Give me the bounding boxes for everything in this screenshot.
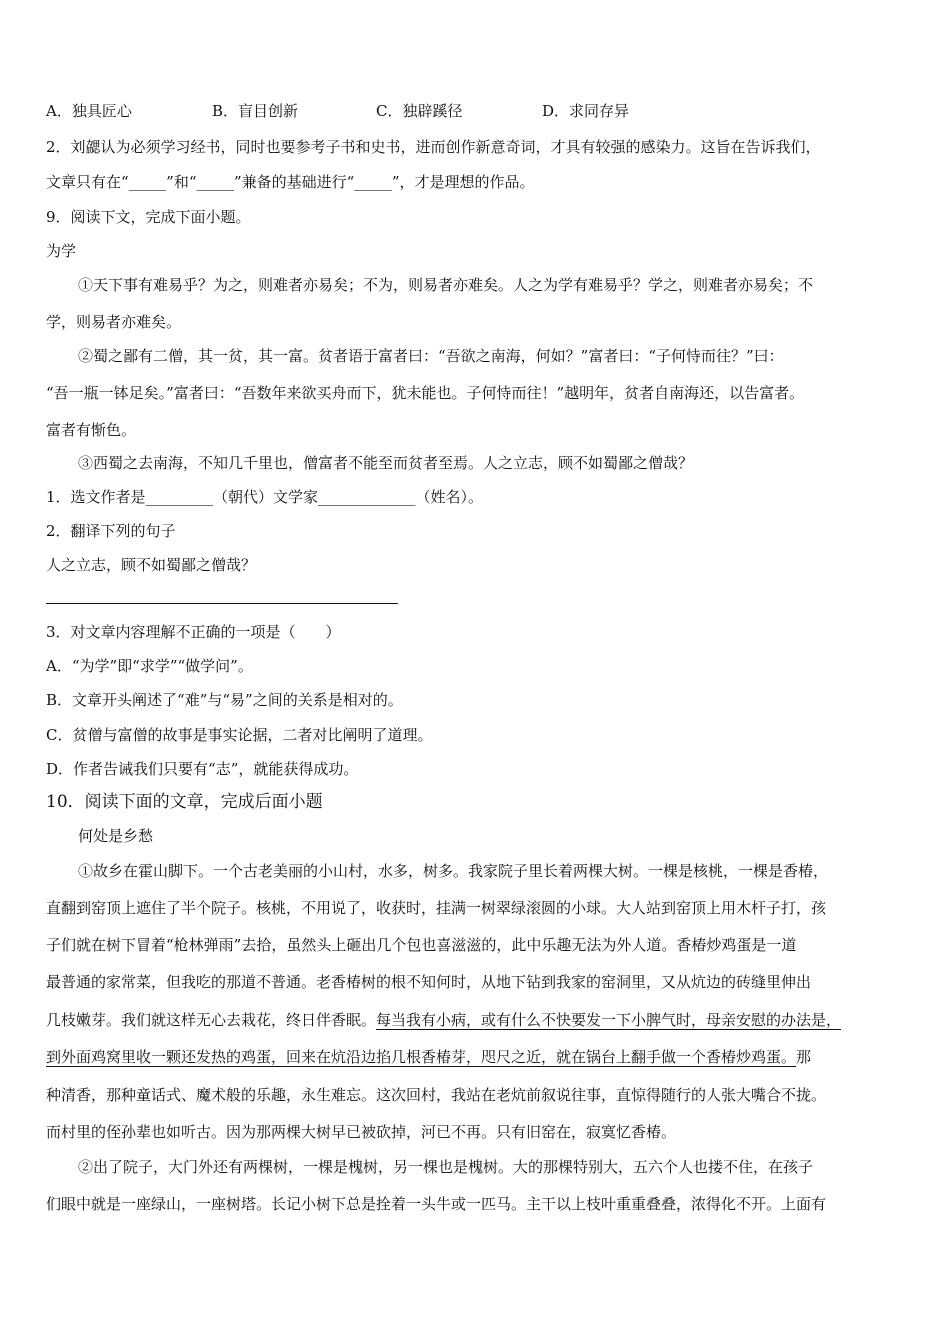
q10-para-2-line-2: 们眼中就是一座绿山，一座树塔。长记小树下总是拴着一头牛或一匹马。主干以上枝叶重重叠叠，浓得化不开。上面有 [46, 1195, 827, 1213]
q10-para-1-line-5 [46, 1010, 908, 1030]
q2-line-1: 2．刘勰认为必须学习经书，同时也要参考子书和史书，进而创作新意奇词，才具有较强的感染力。这旨在告诉我们， [46, 138, 821, 156]
q9-para-1-line-1: ①天下事有难易乎？为之，则难者亦易矣；不为，则易者亦难矣。人之为学有难易乎？学之，则难者亦易矣；不 [78, 276, 814, 294]
plain-text: 那 [796, 1048, 812, 1066]
q8-option-c[interactable]: C．独辟蹊径 [376, 102, 463, 120]
answer-line[interactable] [46, 603, 398, 604]
q8-option-d[interactable]: D．求同存异 [542, 102, 630, 120]
q9-heading: 9．阅读下文，完成下面小题。 [46, 208, 251, 226]
q9-sub-2: 2．翻译下列的句子 [46, 522, 176, 540]
plain-text: 几枝嫩芽。我们就这样无心去栽花，终日伴香眠。 [46, 1011, 377, 1029]
q9-sub-3-option-a[interactable]: A．“为学”即“求学”“做学问”。 [46, 657, 253, 675]
q9-sub-3-option-b[interactable]: B．文章开头阐述了“难”与“易”之间的关系是相对的。 [46, 691, 403, 709]
q9-para-2-line-2: “吾一瓶一钵足矣。”富者曰：“吾数年来欲买舟而下，犹未能也。子何恃而往！”越明年，贫者自南海还，以告富者。 [46, 384, 805, 402]
q10-para-1-line-4: 最普通的家常菜，但我吃的那道不普通。老香椿树的根不知何时，从地下钻到我家的窑洞里，又从炕边的砖缝里伸出 [46, 973, 812, 991]
q8-option-a[interactable]: A．独具匠心 [46, 102, 132, 120]
q8-option-b[interactable]: B．盲目创新 [212, 102, 299, 120]
q10-para-1-line-1: ①故乡在霍山脚下。一个古老美丽的小山村，水多，树多。我家院子里长着两棵大树。一棵是核桃，一棵是香椿， [78, 862, 829, 880]
q10-passage-title: 何处是乡愁 [78, 827, 154, 845]
underlined-sentence-cont: 到外面鸡窝里收一颗还发热的鸡蛋，回来在炕沿边掐几根香椿芽，咫尺之近，就在锅台上翻手做一个香椿炒鸡蛋。 [46, 1048, 797, 1066]
underlined-sentence: 每当我有小病，或有什么不快要发一下小脾气时，母亲安慰的办法是， [376, 1011, 842, 1029]
q9-para-2-line-1: ②蜀之鄙有二僧，其一贫，其一富。贫者语于富者曰：“吾欲之南海，何如？”富者曰：“子何恃而往？”曰： [78, 347, 784, 365]
q8-options [46, 100, 908, 122]
q9-passage-title: 为学 [46, 242, 77, 260]
q9-para-2-line-3: 富者有惭色。 [46, 421, 137, 439]
q10-heading: 10．阅读下面的文章，完成后面小题 [46, 792, 323, 812]
q9-sub-3-option-d[interactable]: D．作者告诫我们只要有“志”，就能获得成功。 [46, 760, 359, 778]
q10-para-2-line-1: ②出了院子，大门外还有两棵树，一棵是槐树，另一棵也是槐树。大的那棵特别大，五六个人也搂不住，在孩子 [78, 1158, 814, 1176]
q9-sub-3: 3．对文章内容理解不正确的一项是（ ） [46, 623, 341, 641]
q10-para-1-line-7: 种清香，那种童话式、魔术般的乐趣，永生难忘。这次回村，我站在老炕前叙说往事，直惊得随行的人张大嘴合不拢。 [46, 1086, 827, 1104]
q10-para-1-line-6 [46, 1047, 908, 1067]
q9-sub-2-sentence: 人之立志，顾不如蜀鄙之僧哉？ [46, 556, 257, 574]
q9-sub-1: 1．选文作者是_________（朝代）文学家_____________（姓名）。 [46, 488, 484, 506]
q10-para-1-line-2: 直翻到窑顶上遮住了半个院子。核桃，不用说了，收获时，挂满一树翠绿滚圆的小球。大人站到窑顶上用木杆子打，孩 [46, 899, 827, 917]
q2-line-2: 文章只有在“_____”和“_____”兼备的基础进行“_____”，才是理想的作品。 [46, 173, 535, 191]
q9-para-1-line-2: 学，则易者亦难矣。 [46, 313, 182, 331]
q9-sub-3-option-c[interactable]: C．贫僧与富僧的故事是事实论据，二者对比阐明了道理。 [46, 726, 433, 744]
q9-para-3: ③西蜀之去南海，不知几千里也，僧富者不能至而贫者至焉。人之立志，顾不如蜀鄙之僧哉？ [78, 454, 694, 472]
q10-para-1-line-8: 而村里的侄孙辈也如听古。因为那两棵大树早已被砍掉，河已不再。只有旧窑在，寂寞忆香椿。 [46, 1123, 677, 1141]
q10-para-1-line-3: 子们就在树下冒着“枪林弹雨”去拾，虽然头上砸出几个包也喜滋滋的，此中乐趣无法为外人道。香椿炒鸡蛋是一道 [46, 936, 797, 954]
